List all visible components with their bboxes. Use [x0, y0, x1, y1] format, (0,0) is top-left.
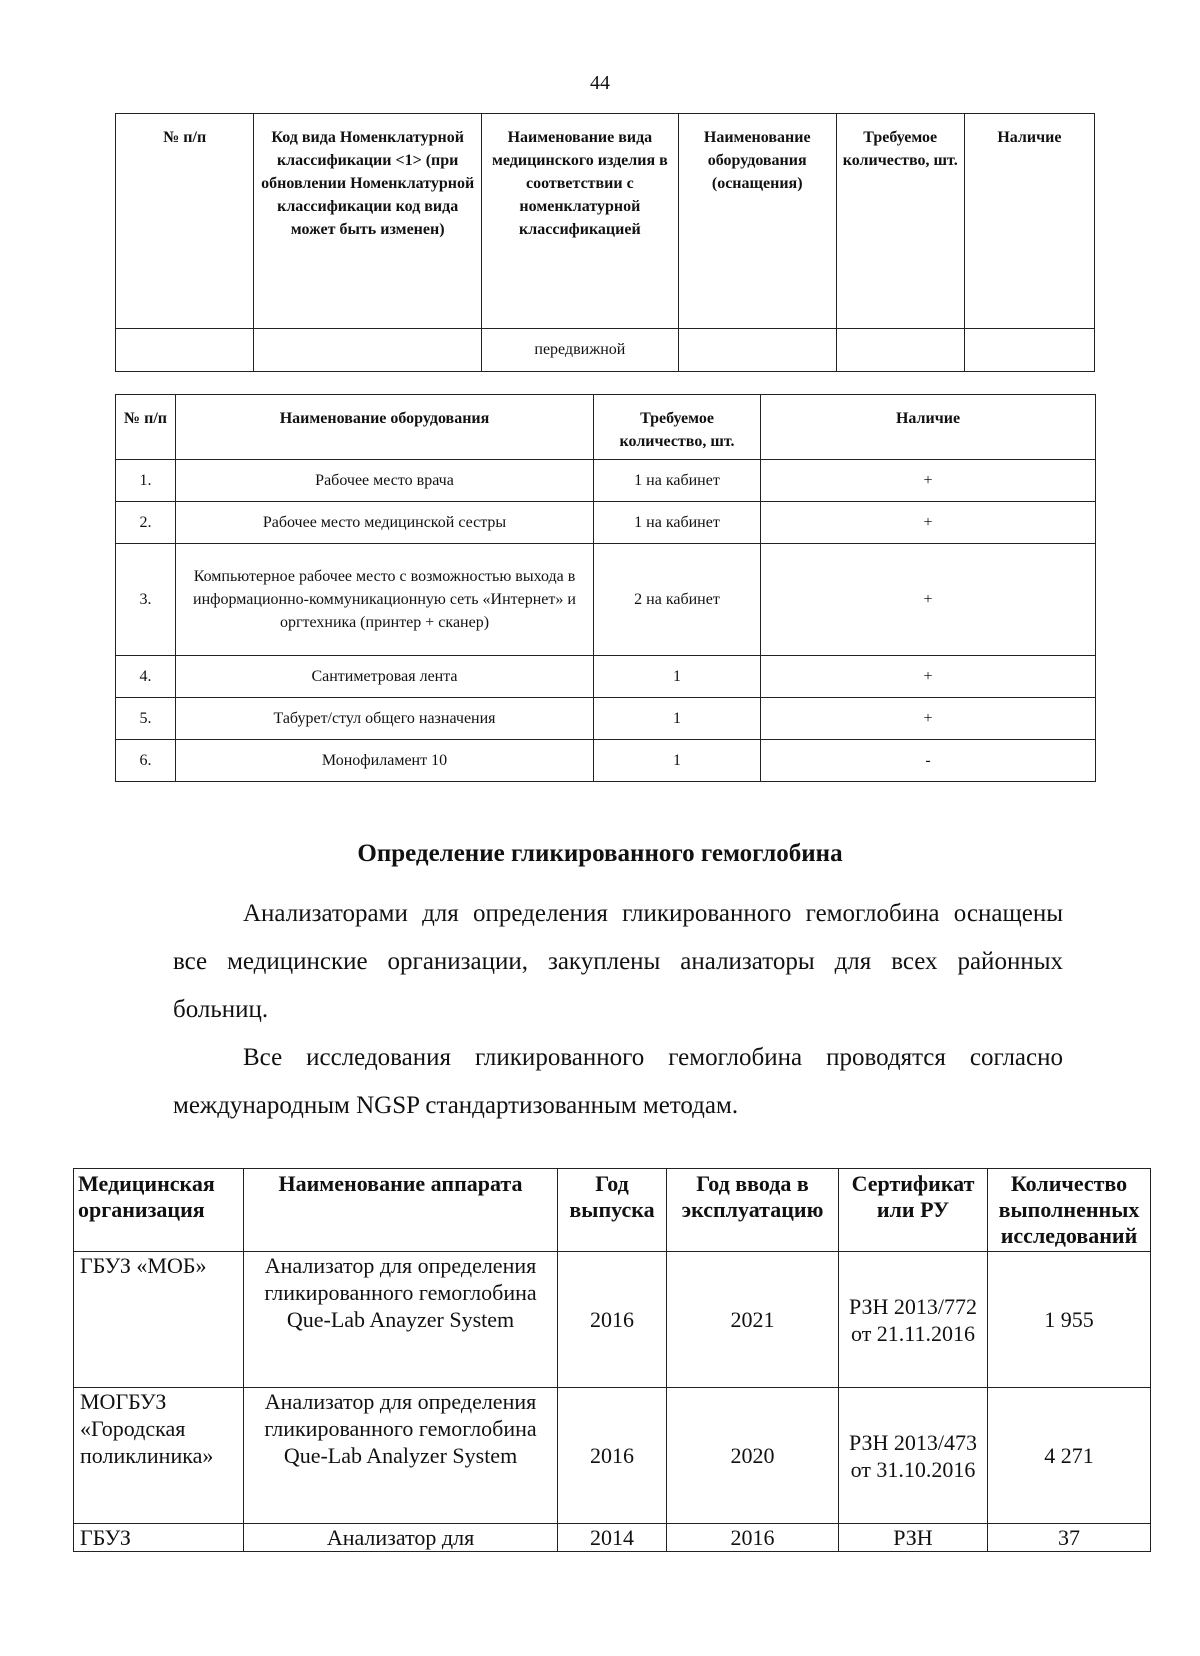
availability: +: [761, 460, 1096, 502]
column-header: Наименование вида медицинского изделия в соответствии с номенклатурной классификацией: [481, 114, 678, 329]
table-header-row: [116, 114, 1095, 329]
column-header: Год выпуска: [558, 1169, 667, 1252]
availability: -: [761, 740, 1096, 782]
row-number: 6.: [116, 740, 176, 782]
column-header: Наименование оборудования: [176, 395, 594, 460]
table-row: [116, 544, 1096, 656]
equipment-table: [115, 394, 1096, 782]
table-cell: [964, 329, 1094, 372]
paragraph: [173, 890, 1063, 1034]
certificate: РЗН: [839, 1524, 988, 1552]
column-header: Количество выполненных исследований: [988, 1169, 1151, 1252]
column-header: Наличие: [761, 395, 1096, 460]
table-row: [74, 1252, 1151, 1388]
equipment-classification-table: [115, 113, 1095, 372]
device-name: Анализатор для определения гликированного гемоглобина Que-Lab Anayzer System: [244, 1252, 558, 1388]
column-header: Медицинская организация: [74, 1169, 244, 1252]
studies-count: 4 271: [988, 1388, 1151, 1524]
table-row: [74, 1388, 1151, 1524]
column-header: Требуемое количество, шт.: [594, 395, 761, 460]
table-row: [116, 460, 1096, 502]
column-header: № п/п: [116, 114, 254, 329]
table-cell: [254, 329, 482, 372]
paragraph: [173, 1034, 1063, 1130]
table-row: [116, 329, 1095, 372]
table-cell: передвижной: [481, 329, 678, 372]
availability: +: [761, 698, 1096, 740]
certificate: РЗН 2013/473 от 31.10.2016: [839, 1388, 988, 1524]
availability: +: [761, 544, 1096, 656]
table-cell: [678, 329, 836, 372]
table-cell: [836, 329, 964, 372]
equipment-name: Рабочее место врача: [176, 460, 594, 502]
table-header-row: [74, 1169, 1151, 1252]
table-row: [116, 656, 1096, 698]
studies-count: 1 955: [988, 1252, 1151, 1388]
equipment-name: Монофиламент 10: [176, 740, 594, 782]
organization: МОГБУЗ «Городская поликлиника»: [74, 1388, 244, 1524]
paragraph-text: Все исследования гликированного гемоглобина проводятся согласно международным NGSP стандартизованным методам.: [173, 1044, 1063, 1119]
studies-count: 37: [988, 1524, 1151, 1552]
required-quantity: 1: [594, 740, 761, 782]
required-quantity: 2 на кабинет: [594, 544, 761, 656]
device-name: Анализатор для: [244, 1524, 558, 1552]
column-header: Требуемое количество, шт.: [836, 114, 964, 329]
organization: ГБУЗ «МОБ»: [74, 1252, 244, 1388]
availability: +: [761, 502, 1096, 544]
required-quantity: 1 на кабинет: [594, 502, 761, 544]
organization: ГБУЗ: [74, 1524, 244, 1552]
column-header: Наличие: [964, 114, 1094, 329]
release-year: 2016: [558, 1252, 667, 1388]
required-quantity: 1: [594, 656, 761, 698]
commissioning-year: 2021: [667, 1252, 839, 1388]
table-header-row: [116, 395, 1096, 460]
row-number: 1.: [116, 460, 176, 502]
commissioning-year: 2016: [667, 1524, 839, 1552]
table-row: [116, 698, 1096, 740]
column-header: № п/п: [116, 395, 176, 460]
device-name: Анализатор для определения гликированного гемоглобина Que-Lab Analyzer System: [244, 1388, 558, 1524]
column-header: Сертификат или РУ: [839, 1169, 988, 1252]
row-number: 5.: [116, 698, 176, 740]
paragraph-text: Анализаторами для определения гликированного гемоглобина оснащены все медицинские организации, закуплены анализаторы для всех районных больниц.: [173, 900, 1063, 1023]
equipment-name: Компьютерное рабочее место с возможностью выхода в информационно-коммуникационную сеть «Интернет» и оргтехника (принтер + сканер): [176, 544, 594, 656]
row-number: 2.: [116, 502, 176, 544]
equipment-name: Табурет/стул общего назначения: [176, 698, 594, 740]
availability: +: [761, 656, 1096, 698]
table-row: [74, 1524, 1151, 1552]
row-number: 4.: [116, 656, 176, 698]
table-row: [116, 740, 1096, 782]
commissioning-year: 2020: [667, 1388, 839, 1524]
required-quantity: 1: [594, 698, 761, 740]
page-number: 44: [590, 72, 610, 94]
required-quantity: 1 на кабинет: [594, 460, 761, 502]
column-header: Код вида Номенклатурной классификации <1> (при обновлении Номенклатурной классификации код вида может быть изменен): [254, 114, 482, 329]
section-heading: Определение гликированного гемоглобина: [357, 840, 843, 867]
column-header: Наименование аппарата: [244, 1169, 558, 1252]
analyzers-table: [73, 1168, 1151, 1552]
equipment-name: Сантиметровая лента: [176, 656, 594, 698]
equipment-name: Рабочее место медицинской сестры: [176, 502, 594, 544]
certificate: РЗН 2013/772 от 21.11.2016: [839, 1252, 988, 1388]
table-cell: [116, 329, 254, 372]
column-header: Наименование оборудования (оснащения): [678, 114, 836, 329]
column-header: Год ввода в эксплуатацию: [667, 1169, 839, 1252]
table-row: [116, 502, 1096, 544]
release-year: 2016: [558, 1388, 667, 1524]
release-year: 2014: [558, 1524, 667, 1552]
row-number: 3.: [116, 544, 176, 656]
